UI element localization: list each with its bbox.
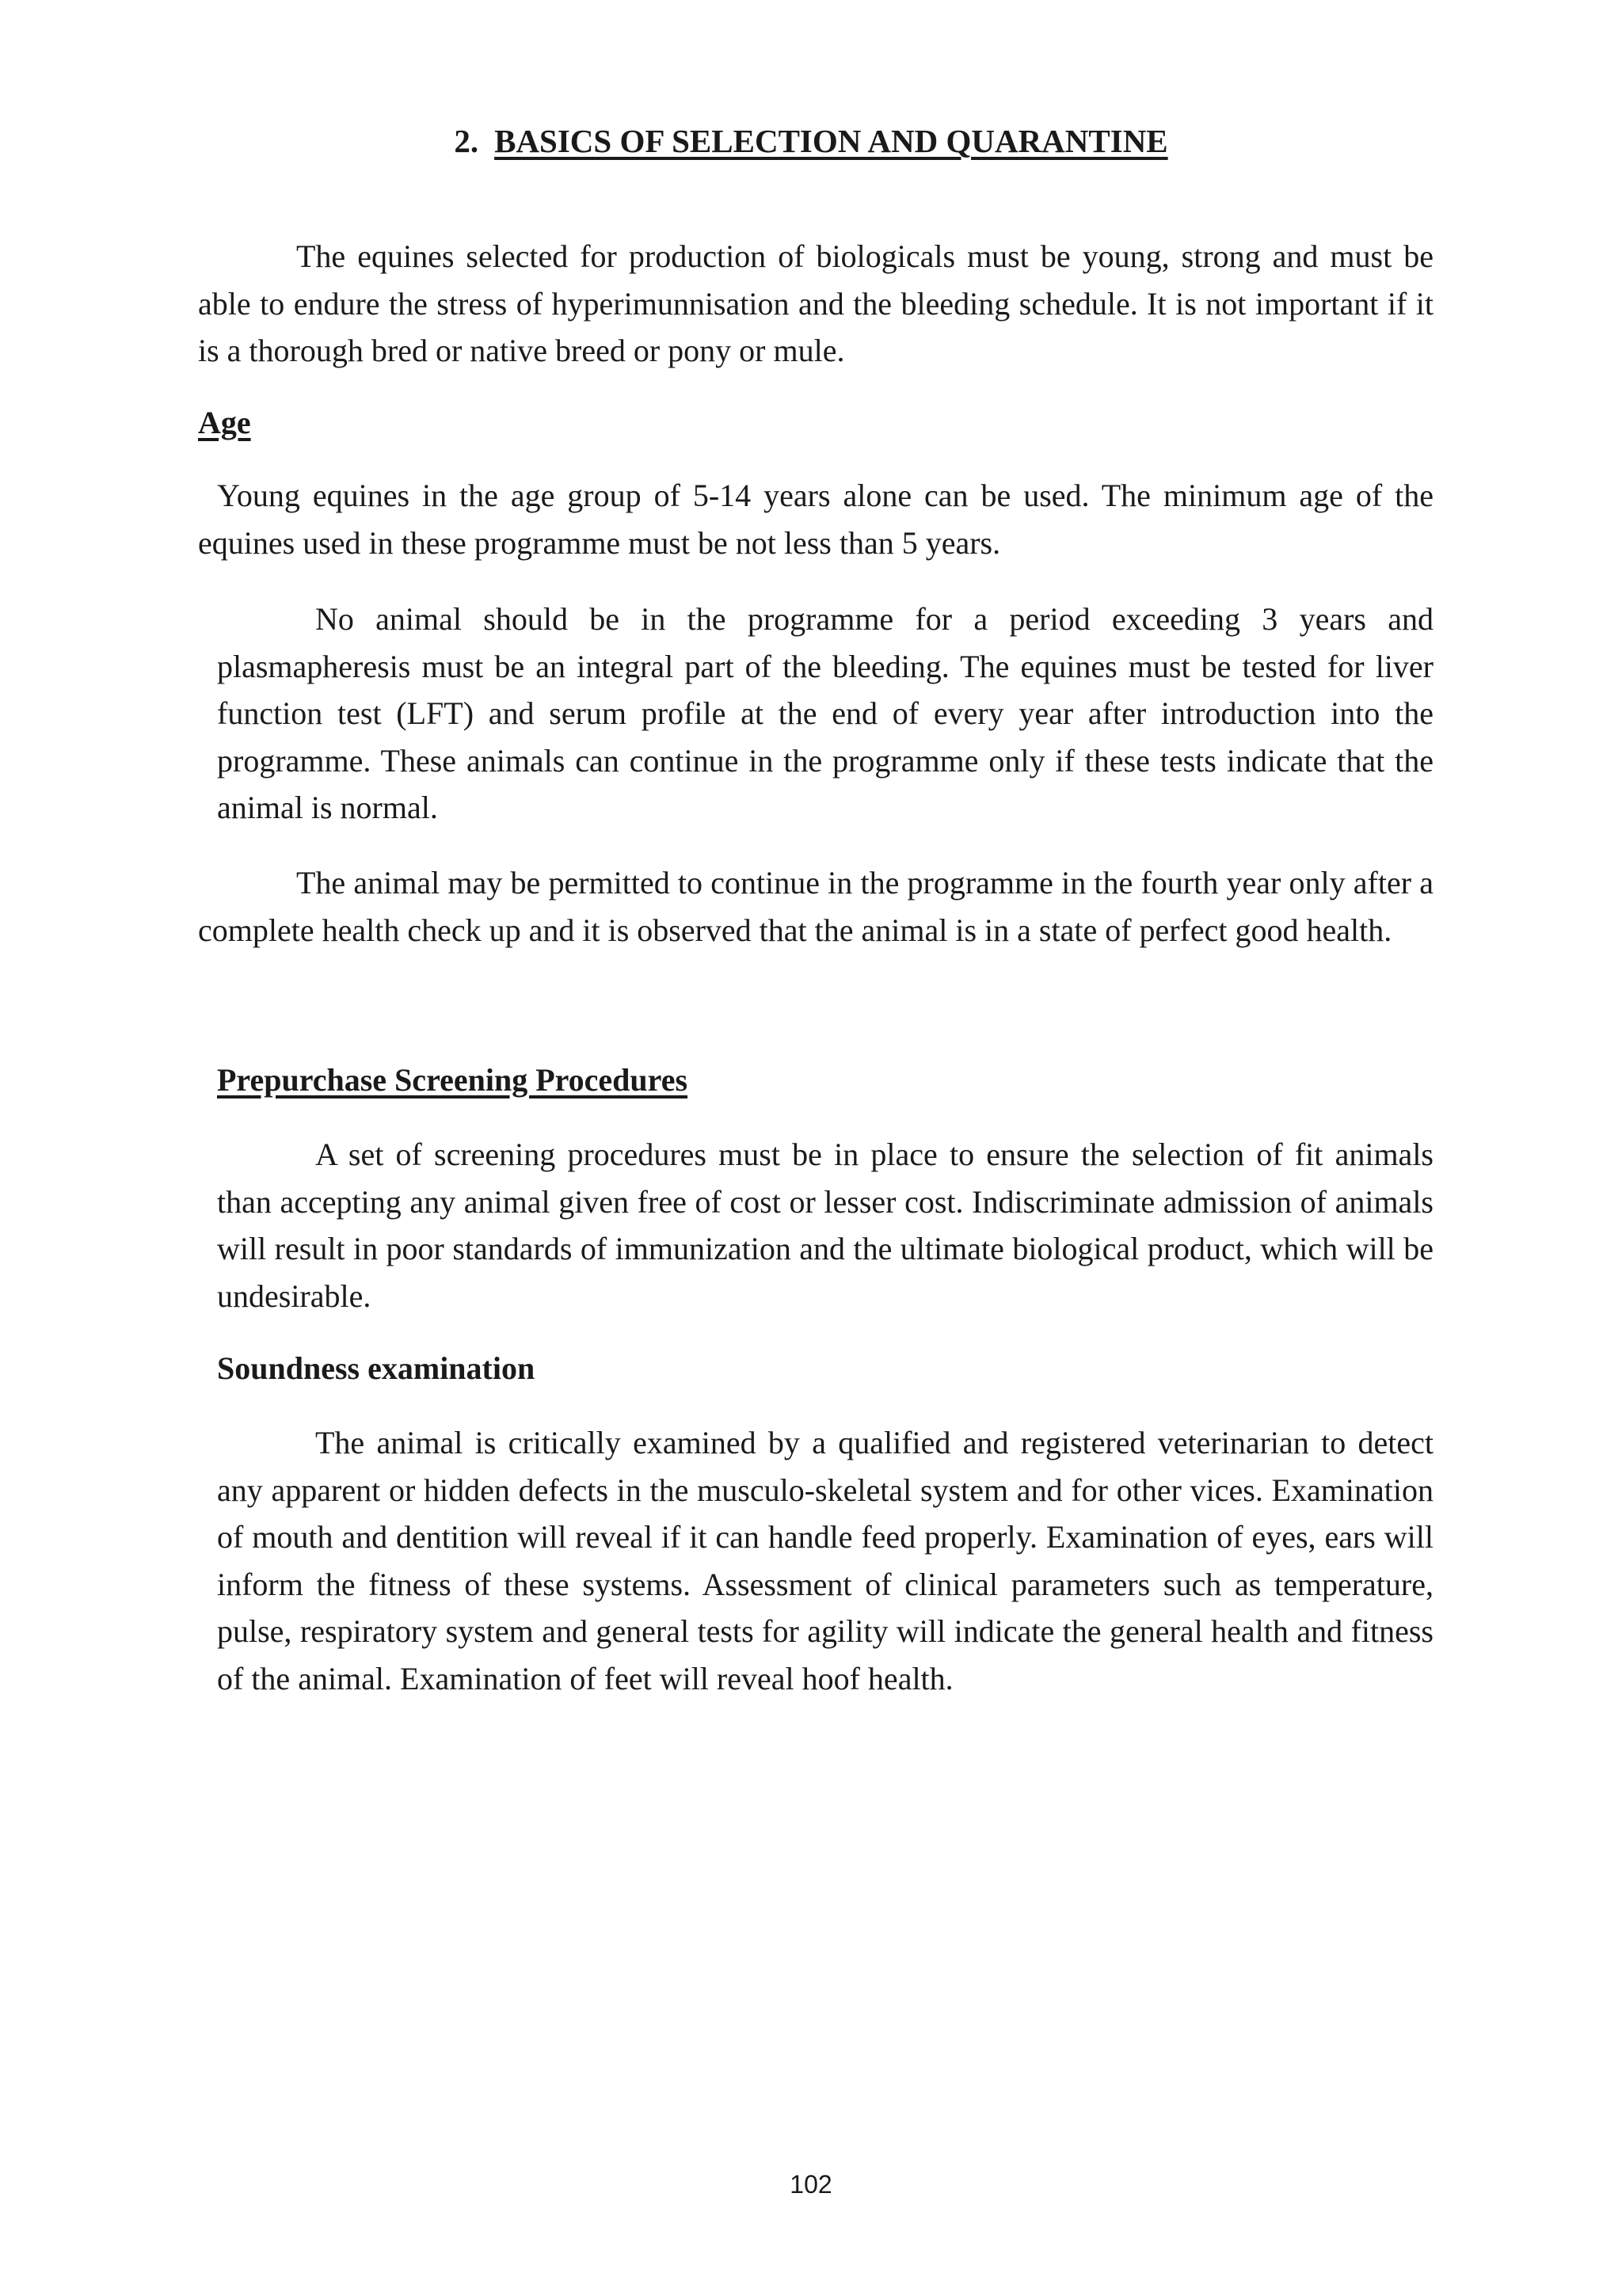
age-paragraph-3: The animal may be permitted to continue in the programme in the fourth year only after a complete health check up and it is observed that the animal is in a state of perfect good health.: [198, 865, 1434, 948]
age-paragraph-2: No animal should be in the programme for a period exceeding 3 years and plasmapheresis must be an integral part of the bleeding. The equines must be tested for liver function test (LFT) and serum profile at the end of every year after introduction into the programme. These animals can continue in the programme only if these tests indicate that the animal is normal.: [217, 601, 1434, 825]
intro-paragraph: The equines selected for production of biologicals must be young, strong and must be able to endure the stress of hyperimunnisation and the bleeding schedule. It is not important if it is a thorough bred or native breed or pony or mule.: [198, 238, 1434, 368]
soundness-heading: Soundness examination: [217, 1350, 535, 1386]
age-paragraph-1: Young equines in the age group of 5-14 years alone can be used. The minimum age of the equines used in these programme must be not less than 5 years.: [198, 478, 1434, 561]
prepurchase-paragraph: A set of screening procedures must be in place to ensure the selection of fit animals than accepting any animal given free of cost or lesser cost. Indiscriminate admission of animals will result in poor standards of immunization and the ultimate biological product, which will be undesirable.: [217, 1137, 1434, 1314]
age-heading: Age: [198, 405, 251, 440]
soundness-paragraph: The animal is critically examined by a qualified and registered veterinarian to detect any apparent or hidden defects in the musculo-skeletal system and for other vices. Examination of mouth and dentition will reveal if it can handle feed properly. Examination of eyes, ears will inform the fitness of these systems. Assessment of clinical parameters such as temperature, pulse, respiratory system and general tests for agility will indicate the general health and fitness of the animal. Examination of feet will reveal hoof health.: [217, 1425, 1434, 1696]
chapter-title: [0, 119, 1622, 163]
chapter-title-text: BASICS OF SELECTION AND QUARANTINE: [494, 123, 1168, 159]
page-number: 102: [790, 2170, 832, 2199]
chapter-number: 2.: [454, 123, 479, 159]
prepurchase-heading: Prepurchase Screening Procedures: [217, 1062, 688, 1098]
